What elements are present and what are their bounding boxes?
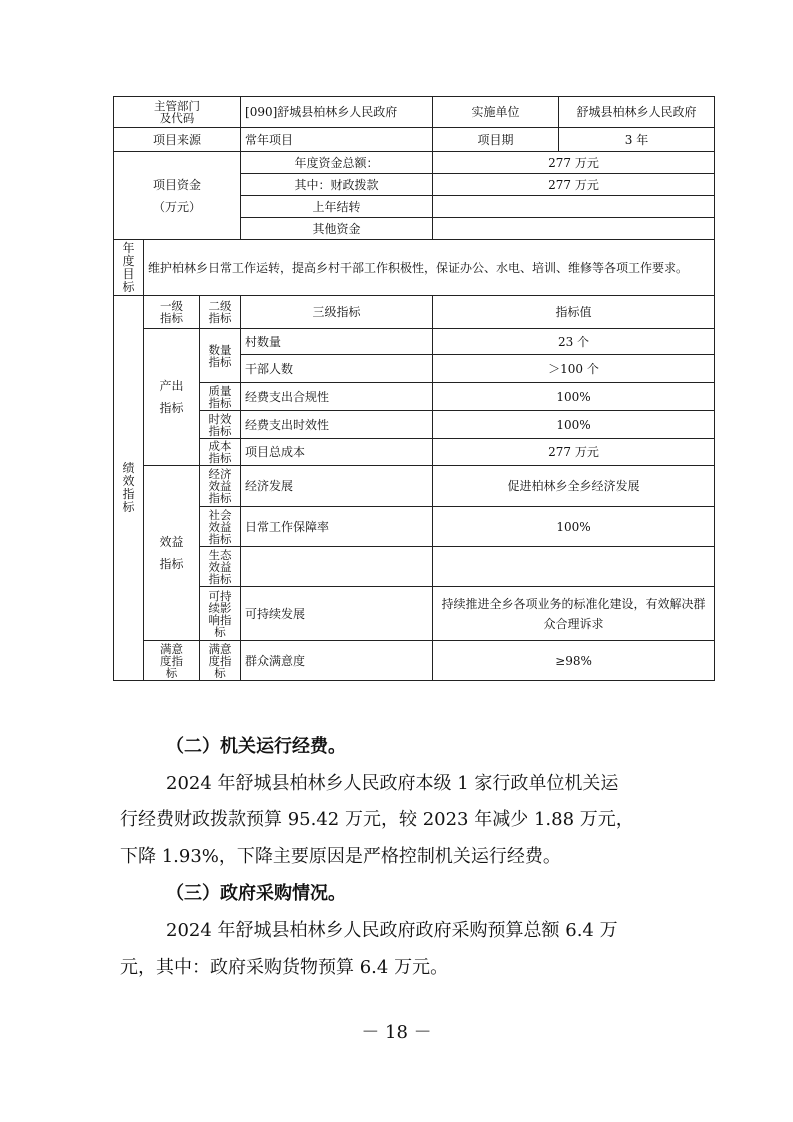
timeliness-group: 时效 指标 (200, 411, 241, 439)
para-operating-line3: 下降 1.93%，下降主要原因是严格控制机关运行经费。 (120, 846, 561, 867)
cadres-value: ＞100 个 (433, 355, 715, 383)
fiscal-value: 277 万元 (433, 174, 715, 196)
econ-value: 促进柏林乡全乡经济发展 (433, 466, 715, 507)
cost-value: 277 万元 (433, 439, 715, 466)
sustain-group: 可持 续影 响指 标 (200, 587, 241, 641)
satisfaction-l1: 满意 度指 标 (144, 641, 200, 681)
heading-procurement: （三）政府采购情况。 (166, 883, 346, 904)
goal-text: 维护柏林乡日常工作运转，提高乡村干部工作积极性，保证办公、水电、培训、维修等各项工作要求。 (144, 240, 715, 296)
annual-total-value: 277 万元 (433, 152, 715, 174)
carryover-label: 上年结转 (241, 196, 433, 218)
eco-value (433, 547, 715, 587)
timeliness-value: 100% (433, 411, 715, 439)
source-value: 常年项目 (241, 128, 433, 152)
period-value: 3 年 (559, 128, 715, 152)
performance-target-table (113, 96, 715, 681)
satisfaction-l2: 满意 度指 标 (200, 641, 241, 681)
quality-label: 质量 指标 (200, 383, 241, 411)
para-operating-line2: 行经费财政拨款预算 95.42 万元，较 2023 年减少 1.88 万元， (120, 809, 634, 830)
eco-group: 生态 效益 指标 (200, 547, 241, 587)
benefit-label: 效益 指标 (144, 466, 200, 641)
period-label: 项目期 (433, 128, 559, 152)
impl-label: 实施单位 (433, 97, 559, 128)
sustain-value: 持续推进全乡各项业务的标准化建设，有效解决群众合理诉求 (433, 587, 715, 641)
carryover-value (433, 196, 715, 218)
villages-value: 23 个 (433, 329, 715, 355)
cost-label: 项目总成本 (241, 439, 433, 466)
hdr-level1: 一级 指标 (144, 296, 200, 329)
source-label: 项目来源 (114, 128, 241, 152)
social-value: 100% (433, 507, 715, 547)
annual-total-label: 年度资金总额： (241, 152, 433, 174)
perf-label: 绩 效 指 标 (114, 296, 144, 681)
other-label: 其他资金 (241, 218, 433, 240)
other-value (433, 218, 715, 240)
hdr-level3: 三级指标 (241, 296, 433, 329)
cost-group: 成本 指标 (200, 439, 241, 466)
satisfaction-label: 群众满意度 (241, 641, 433, 681)
villages-label: 村数量 (241, 329, 433, 355)
page-number: － 18 － (361, 1022, 432, 1043)
econ-group: 经济 效益 指标 (200, 466, 241, 507)
para-operating-line1: 2024 年舒城县柏林乡人民政府本级 1 家行政单位机关运 (166, 773, 619, 794)
social-label: 日常工作保障率 (241, 507, 433, 547)
satisfaction-value: ≥98% (433, 641, 715, 681)
impl-value: 舒城县柏林乡人民政府 (559, 97, 715, 128)
eco-label (241, 547, 433, 587)
dept-label: 主管部门 及代码 (114, 97, 241, 128)
heading-operating-expenses: （二）机关运行经费。 (166, 736, 346, 757)
timeliness-label: 经费支出时效性 (241, 411, 433, 439)
output-label: 产出 指标 (144, 329, 200, 466)
econ-label: 经济发展 (241, 466, 433, 507)
para-procurement-line2: 元，其中：政府采购货物预算 6.4 万元。 (120, 957, 449, 978)
compliance-value: 100% (433, 383, 715, 411)
quantity-label: 数量 指标 (200, 329, 241, 383)
social-group: 社会 效益 指标 (200, 507, 241, 547)
sustain-label: 可持续发展 (241, 587, 433, 641)
fiscal-label: 其中：财政拨款 (241, 174, 433, 196)
para-procurement-line1: 2024 年舒城县柏林乡人民政府政府采购预算总额 6.4 万 (166, 920, 618, 941)
cadres-label: 干部人数 (241, 355, 433, 383)
goal-label: 年 度 目 标 (114, 240, 144, 296)
compliance-label: 经费支出合规性 (241, 383, 433, 411)
hdr-value: 指标值 (433, 296, 715, 329)
dept-value: [090]舒城县柏林乡人民政府 (241, 97, 433, 128)
funds-label: 项目资金 （万元） (114, 152, 241, 240)
hdr-level2: 二级 指标 (200, 296, 241, 329)
